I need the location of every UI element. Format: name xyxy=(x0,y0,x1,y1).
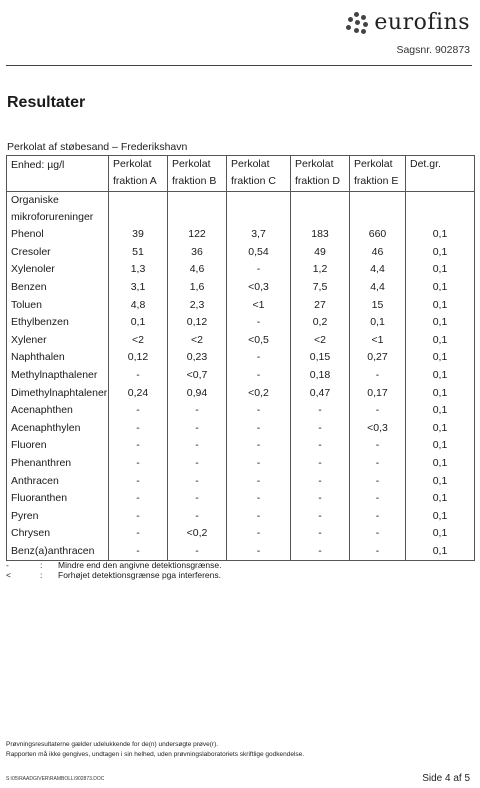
results-table xyxy=(6,155,475,561)
value-cell: 0,1 xyxy=(406,508,475,526)
column-header-line2: fraktion C xyxy=(231,175,276,187)
table-row xyxy=(7,226,475,244)
value-cell: - xyxy=(350,508,406,526)
eurofins-logo xyxy=(344,10,470,35)
value-cell: - xyxy=(227,367,291,385)
table-row xyxy=(7,420,475,438)
value-cell: - xyxy=(168,420,227,438)
table-row xyxy=(7,402,475,420)
table-row xyxy=(7,437,475,455)
column-header xyxy=(168,156,227,192)
value-cell: - xyxy=(227,455,291,473)
logo-dots-icon xyxy=(344,12,370,34)
value-cell: 4,4 xyxy=(350,261,406,279)
compound-name-cell: Fluoranthen xyxy=(7,490,109,508)
value-cell: - xyxy=(291,543,350,561)
value-cell: - xyxy=(350,472,406,490)
compound-name-cell: Methylnapthalener xyxy=(7,367,109,385)
value-cell: 0,24 xyxy=(109,384,168,402)
value-cell: 0,47 xyxy=(291,384,350,402)
value-cell: 3,7 xyxy=(227,226,291,244)
compound-name-cell: Pyren xyxy=(7,508,109,526)
value-cell: 0,15 xyxy=(291,349,350,367)
value-cell: <2 xyxy=(168,332,227,350)
value-cell: 49 xyxy=(291,244,350,262)
value-cell: - xyxy=(227,402,291,420)
column-header-line1: Perkolat xyxy=(231,158,270,170)
value-cell: - xyxy=(109,420,168,438)
group-row xyxy=(7,192,475,227)
table-row xyxy=(7,349,475,367)
column-header-line1: Perkolat xyxy=(354,158,393,170)
value-cell: - xyxy=(168,508,227,526)
column-header-line1: Perkolat xyxy=(172,158,211,170)
value-cell: 0,1 xyxy=(406,261,475,279)
compound-name-cell: Acenaphthen xyxy=(7,402,109,420)
value-cell: 0,1 xyxy=(406,437,475,455)
value-cell: 0,12 xyxy=(168,314,227,332)
value-cell: - xyxy=(168,437,227,455)
value-cell: - xyxy=(227,525,291,543)
column-header-line1: Enhed: µg/l xyxy=(11,159,65,171)
document-reference: S:\05\RAADGIVER\RAMBOLL\902873.DOC xyxy=(6,776,105,782)
value-cell: - xyxy=(350,437,406,455)
value-cell: 0,2 xyxy=(291,314,350,332)
table-row xyxy=(7,279,475,297)
value-cell: - xyxy=(291,508,350,526)
compound-name-cell: Chrysen xyxy=(7,525,109,543)
column-header-line2: fraktion A xyxy=(113,175,157,187)
table-row xyxy=(7,525,475,543)
value-cell: <0,5 xyxy=(227,332,291,350)
value-cell: 0,18 xyxy=(291,367,350,385)
value-cell: 0,1 xyxy=(406,349,475,367)
value-cell: - xyxy=(109,490,168,508)
compound-name-cell: Phenol xyxy=(7,226,109,244)
column-header-line1: Perkolat xyxy=(113,158,152,170)
table-row xyxy=(7,508,475,526)
value-cell: - xyxy=(227,472,291,490)
legend-symbol: - xyxy=(6,560,9,570)
value-cell: 0,1 xyxy=(406,314,475,332)
column-header-line2: fraktion B xyxy=(172,175,217,187)
table-row xyxy=(7,472,475,490)
legend-colon: : xyxy=(40,560,43,570)
value-cell: - xyxy=(109,543,168,561)
value-cell: 2,3 xyxy=(168,296,227,314)
compound-name-cell: Toluen xyxy=(7,296,109,314)
value-cell: - xyxy=(109,472,168,490)
value-cell: - xyxy=(291,455,350,473)
footer-note-2: Rapporten må ikke gengives, undtagen i sin helhed, uden prøvningslaboratoriets skriftlige godkendelse. xyxy=(6,751,305,758)
value-cell: 0,12 xyxy=(109,349,168,367)
legend xyxy=(6,560,222,580)
value-cell: 0,17 xyxy=(350,384,406,402)
table-row xyxy=(7,244,475,262)
value-cell: 0,1 xyxy=(406,226,475,244)
value-cell: 0,1 xyxy=(406,455,475,473)
table-row xyxy=(7,543,475,561)
compound-name-cell: Anthracen xyxy=(7,472,109,490)
value-cell: 0,1 xyxy=(406,420,475,438)
group-label xyxy=(7,192,109,227)
value-cell: 0,1 xyxy=(350,314,406,332)
legend-item xyxy=(6,570,222,580)
value-cell: 0,1 xyxy=(406,244,475,262)
table-row xyxy=(7,367,475,385)
value-cell: <1 xyxy=(227,296,291,314)
value-cell: 0,1 xyxy=(406,279,475,297)
value-cell: 0,1 xyxy=(406,384,475,402)
compound-name-cell: Naphthalen xyxy=(7,349,109,367)
value-cell: - xyxy=(350,455,406,473)
value-cell: - xyxy=(291,525,350,543)
value-cell: 0,1 xyxy=(406,367,475,385)
compound-name-cell: Cresoler xyxy=(7,244,109,262)
value-cell: <2 xyxy=(109,332,168,350)
table-row xyxy=(7,296,475,314)
table-row xyxy=(7,261,475,279)
value-cell: 0,1 xyxy=(406,490,475,508)
value-cell: - xyxy=(350,525,406,543)
value-cell: 0,54 xyxy=(227,244,291,262)
value-cell: 0,1 xyxy=(406,402,475,420)
legend-text: Forhøjet detektionsgrænse pga interferens. xyxy=(58,570,222,580)
logo-text: eurofins xyxy=(374,10,470,35)
legend-text: Mindre end den angivne detektionsgrænse. xyxy=(58,560,222,570)
value-cell: - xyxy=(227,314,291,332)
column-header-line2: fraktion E xyxy=(354,175,399,187)
value-cell: 3,1 xyxy=(109,279,168,297)
column-header xyxy=(227,156,291,192)
value-cell: - xyxy=(291,472,350,490)
case-number: Sagsnr. 902873 xyxy=(396,44,470,56)
value-cell: - xyxy=(291,437,350,455)
value-cell: 122 xyxy=(168,226,227,244)
value-cell: 0,1 xyxy=(406,543,475,561)
value-cell: - xyxy=(350,543,406,561)
column-header xyxy=(350,156,406,192)
value-cell: - xyxy=(109,402,168,420)
compound-name-cell: Dimethylnaphtalener xyxy=(7,384,109,402)
value-cell: 0,23 xyxy=(168,349,227,367)
value-cell: <0,2 xyxy=(168,525,227,543)
value-cell: - xyxy=(227,349,291,367)
compound-name-cell: Acenaphthylen xyxy=(7,420,109,438)
value-cell: - xyxy=(227,420,291,438)
value-cell: 4,4 xyxy=(350,279,406,297)
table-header-row xyxy=(7,156,475,192)
value-cell: 1,3 xyxy=(109,261,168,279)
legend-item xyxy=(6,560,222,570)
table-row xyxy=(7,384,475,402)
value-cell: 46 xyxy=(350,244,406,262)
value-cell: - xyxy=(350,367,406,385)
value-cell: <0,7 xyxy=(168,367,227,385)
compound-name-cell: Benz(a)anthracen xyxy=(7,543,109,561)
column-header xyxy=(7,156,109,192)
footer-notes xyxy=(6,740,304,760)
value-cell: - xyxy=(109,508,168,526)
table-row xyxy=(7,455,475,473)
page-title: Resultater xyxy=(7,94,86,111)
value-cell: 7,5 xyxy=(291,279,350,297)
value-cell: <1 xyxy=(350,332,406,350)
value-cell: - xyxy=(227,261,291,279)
value-cell: - xyxy=(168,490,227,508)
compound-name-cell: Phenanthren xyxy=(7,455,109,473)
compound-name-cell: Benzen xyxy=(7,279,109,297)
page-subtitle: Perkolat af støbesand – Frederikshavn xyxy=(7,141,188,153)
value-cell: 183 xyxy=(291,226,350,244)
group-label-line1: Organiske xyxy=(11,194,59,206)
compound-name-cell: Xylenoler xyxy=(7,261,109,279)
value-cell: - xyxy=(227,543,291,561)
value-cell: - xyxy=(350,402,406,420)
value-cell: 15 xyxy=(350,296,406,314)
value-cell: - xyxy=(291,490,350,508)
table-row xyxy=(7,490,475,508)
value-cell: 0,1 xyxy=(406,296,475,314)
value-cell: - xyxy=(227,437,291,455)
value-cell: 0,1 xyxy=(406,332,475,350)
value-cell: - xyxy=(168,543,227,561)
value-cell: - xyxy=(109,455,168,473)
value-cell: 0,1 xyxy=(109,314,168,332)
column-header xyxy=(406,156,475,192)
header-divider xyxy=(6,65,472,66)
column-header-line1: Perkolat xyxy=(295,158,334,170)
value-cell: - xyxy=(227,508,291,526)
footer-note-1: Prøvningsresultaterne gælder udelukkende for de(n) undersøgte prøve(r). xyxy=(6,741,219,748)
value-cell: - xyxy=(291,402,350,420)
value-cell: - xyxy=(168,402,227,420)
column-header-line1: Det.gr. xyxy=(410,158,441,170)
value-cell: - xyxy=(168,455,227,473)
value-cell: 0,94 xyxy=(168,384,227,402)
compound-name-cell: Ethylbenzen xyxy=(7,314,109,332)
column-header xyxy=(109,156,168,192)
column-header-line2: fraktion D xyxy=(295,175,340,187)
column-header xyxy=(291,156,350,192)
value-cell: 4,6 xyxy=(168,261,227,279)
value-cell: - xyxy=(350,490,406,508)
value-cell: <0,2 xyxy=(227,384,291,402)
page-number: Side 4 af 5 xyxy=(422,773,470,784)
legend-symbol: < xyxy=(6,570,11,580)
value-cell: 660 xyxy=(350,226,406,244)
value-cell: 27 xyxy=(291,296,350,314)
value-cell: - xyxy=(291,420,350,438)
value-cell: 1,6 xyxy=(168,279,227,297)
value-cell: - xyxy=(109,525,168,543)
value-cell: 4,8 xyxy=(109,296,168,314)
compound-name-cell: Fluoren xyxy=(7,437,109,455)
value-cell: 36 xyxy=(168,244,227,262)
compound-name-cell: Xylener xyxy=(7,332,109,350)
value-cell: <0,3 xyxy=(350,420,406,438)
value-cell: 0,1 xyxy=(406,472,475,490)
legend-colon: : xyxy=(40,570,43,580)
value-cell: 0,27 xyxy=(350,349,406,367)
value-cell: 0,1 xyxy=(406,525,475,543)
value-cell: 39 xyxy=(109,226,168,244)
value-cell: <2 xyxy=(291,332,350,350)
table-row xyxy=(7,314,475,332)
value-cell: - xyxy=(109,367,168,385)
value-cell: - xyxy=(109,437,168,455)
value-cell: - xyxy=(227,490,291,508)
value-cell: <0,3 xyxy=(227,279,291,297)
value-cell: - xyxy=(168,472,227,490)
table-row xyxy=(7,332,475,350)
value-cell: 1,2 xyxy=(291,261,350,279)
value-cell: 51 xyxy=(109,244,168,262)
group-label-line2: mikroforureninger xyxy=(11,211,94,223)
